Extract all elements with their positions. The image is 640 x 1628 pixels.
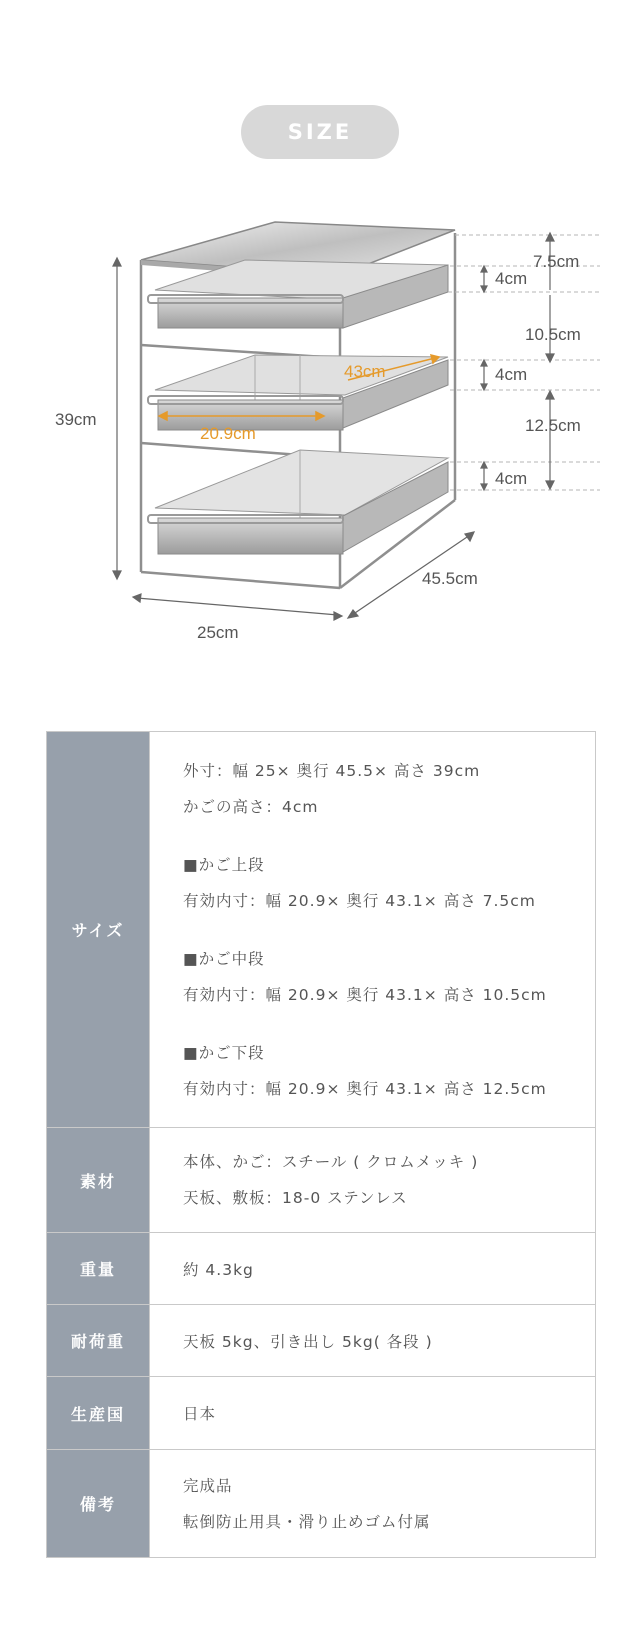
spec-row-load xyxy=(47,1305,596,1377)
spec-label-load: 耐荷重 xyxy=(47,1305,150,1377)
spec-value-notes xyxy=(150,1450,596,1558)
width-label: 25cm xyxy=(197,623,239,642)
spec-value-size xyxy=(150,732,596,1128)
size-badge: SIZE xyxy=(241,105,399,159)
depth-label: 45.5cm xyxy=(422,569,478,588)
spec-value-material xyxy=(150,1128,596,1233)
basket-height-1-label: 4cm xyxy=(495,269,528,288)
upper-basket-value: 有効内寸：幅 20.9× 奥行 43.1× 高さ 7.5cm xyxy=(183,891,536,910)
lower-basket-value: 有効内寸：幅 20.9× 奥行 43.1× 高さ 12.5cm xyxy=(183,1079,547,1098)
spec-row-material xyxy=(47,1128,596,1233)
outer-dimensions: 外寸：幅 25× 奥行 45.5× 高さ 39cm xyxy=(183,761,481,780)
spec-label-notes: 備考 xyxy=(47,1450,150,1558)
middle-basket-title: ■かご中段 xyxy=(183,949,265,968)
gap-top-label: 7.5cm xyxy=(533,252,580,271)
spec-row-weight xyxy=(47,1233,596,1305)
height-label: 39cm xyxy=(55,410,97,429)
notes-line-2: 転倒防止用具・滑り止めゴム付属 xyxy=(183,1512,431,1531)
spec-row-size xyxy=(47,732,596,1128)
gap-middle-label: 10.5cm xyxy=(525,325,581,344)
spec-value-weight: 約 4.3kg xyxy=(150,1233,596,1305)
upper-basket-title: ■かご上段 xyxy=(183,855,265,874)
spec-label-material: 素材 xyxy=(47,1128,150,1233)
basket-width-label: 20.9cm xyxy=(200,424,256,443)
rack-illustration xyxy=(0,200,640,670)
spec-label-origin: 生産国 xyxy=(47,1377,150,1450)
basket-height-2-label: 4cm xyxy=(495,365,528,384)
spec-table xyxy=(46,731,596,1558)
basket-height: かごの高さ：4cm xyxy=(183,797,319,816)
basket-depth-label: 43cm xyxy=(344,362,386,381)
spec-row-notes xyxy=(47,1450,596,1558)
gap-bottom-label: 12.5cm xyxy=(525,416,581,435)
spec-row-origin xyxy=(47,1377,596,1450)
basket-upper xyxy=(148,260,448,328)
material-line-1: 本体、かご：スチール ( クロムメッキ ) xyxy=(183,1153,479,1171)
notes-line-1: 完成品 xyxy=(183,1476,233,1495)
spec-label-size: サイズ xyxy=(47,732,150,1128)
spec-label-weight: 重量 xyxy=(47,1233,150,1305)
middle-basket-value: 有効内寸：幅 20.9× 奥行 43.1× 高さ 10.5cm xyxy=(183,985,547,1004)
product-dimension-diagram xyxy=(0,200,640,670)
spec-value-origin: 日本 xyxy=(150,1377,596,1450)
lower-basket-title: ■かご下段 xyxy=(183,1043,265,1062)
spec-value-load: 天板 5kg、引き出し 5kg( 各段 ) xyxy=(150,1305,596,1377)
material-line-2: 天板、敷板：18-0 ステンレス xyxy=(183,1189,408,1207)
basket-height-3-label: 4cm xyxy=(495,469,528,488)
